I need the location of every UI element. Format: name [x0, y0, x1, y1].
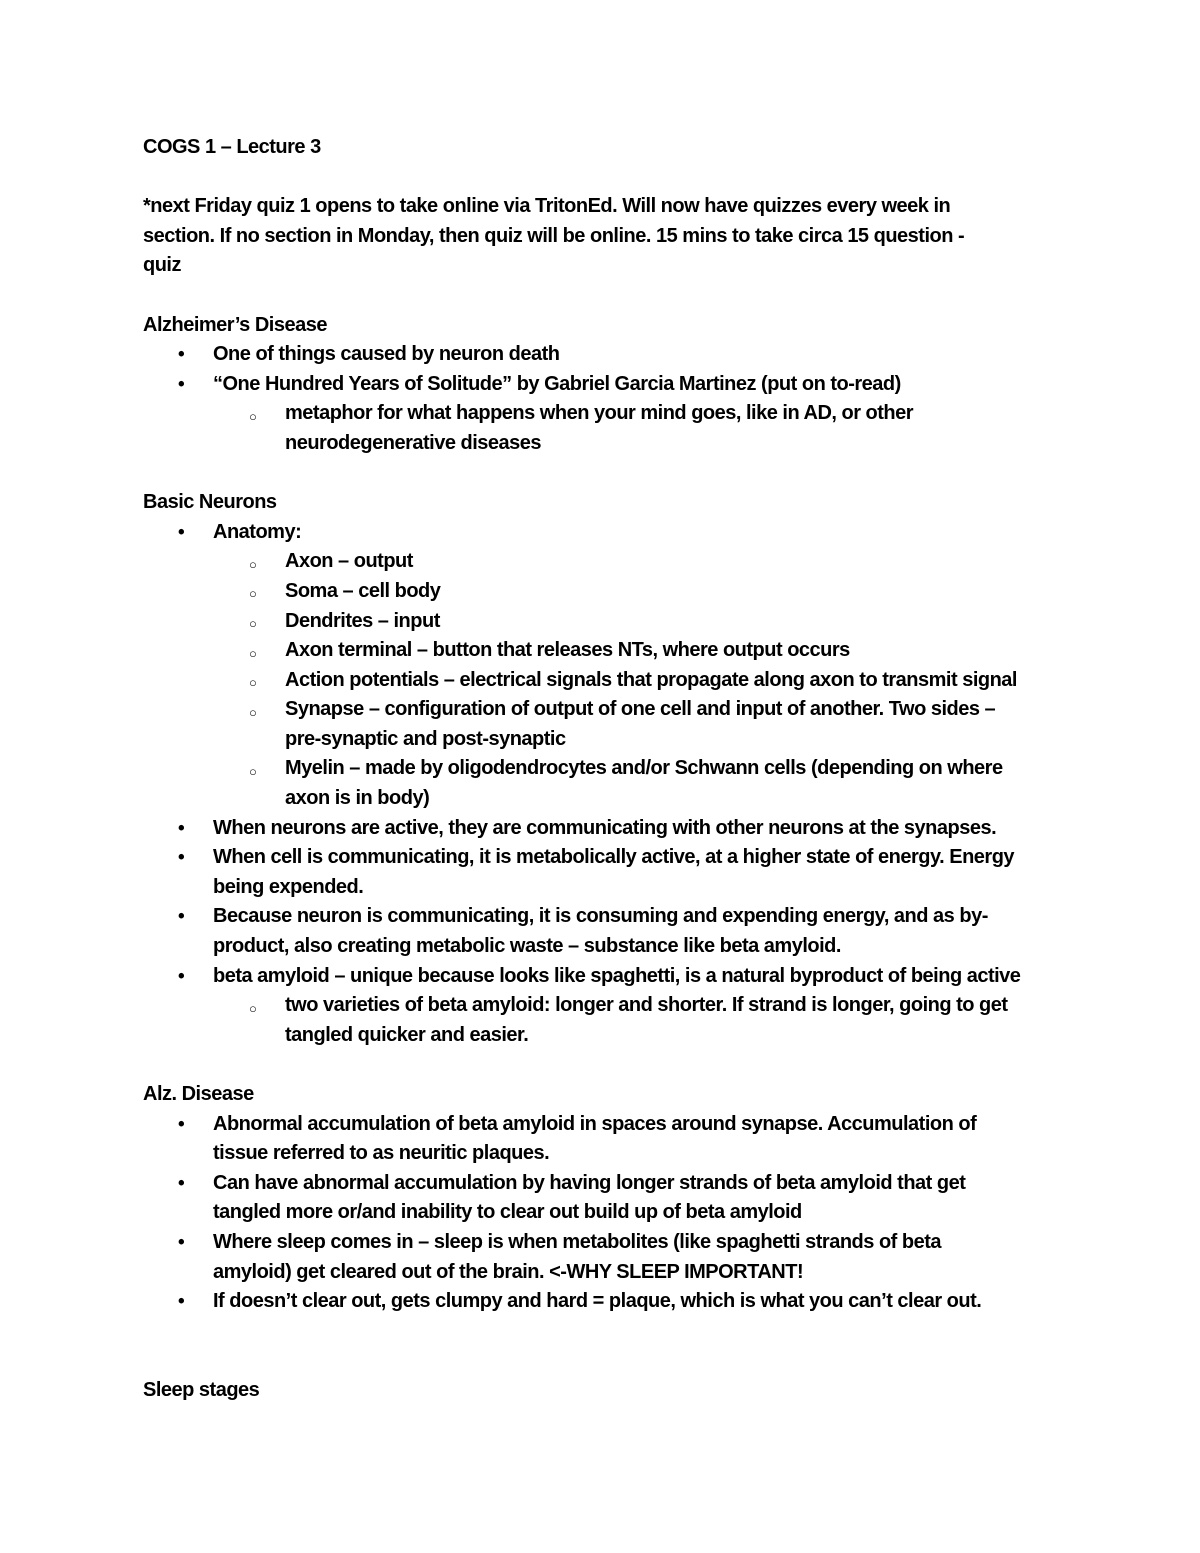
text-run: Synapse – configuration of output of one cell and input of another. Two sides – — [285, 698, 996, 721]
bullet-item — [143, 962, 1145, 992]
open-bullet-icon: ○ — [249, 1000, 257, 1016]
text-run: One of things caused by neuron death — [213, 343, 560, 366]
text-run: tangled more or/and inability to clear out build up of beta amyloid — [213, 1201, 802, 1224]
bullet-icon: • — [178, 344, 185, 366]
text-run: product, also creating metabolic waste – substance like beta amyloid. — [213, 935, 841, 958]
bullet-icon: • — [178, 817, 185, 839]
text-line — [143, 429, 1145, 459]
text-line — [143, 1287, 1145, 1317]
open-bullet-icon: ○ — [249, 675, 257, 691]
sub-bullet-item — [143, 695, 1145, 754]
text-run: two varieties of beta amyloid: longer and shorter. If strand is longer, going to get — [285, 994, 1008, 1017]
text-run: Basic Neurons — [143, 491, 277, 514]
text-run: being expended. — [213, 875, 364, 898]
open-bullet-icon: ○ — [249, 763, 257, 779]
text-line — [143, 873, 1145, 903]
section-heading — [143, 133, 1145, 163]
text-run: Alzheimer’s Disease — [143, 313, 327, 336]
text-run: section. If no section in Monday, then quiz will be online. 15 mins to take circa 15 question - — [143, 224, 965, 247]
bullet-icon: • — [178, 373, 185, 395]
text-line — [143, 488, 1145, 518]
text-run: Where sleep comes in – sleep is when metabolites (like spaghetti strands of beta — [213, 1230, 942, 1253]
text-run: Soma – cell body — [285, 579, 441, 602]
open-bullet-icon: ○ — [249, 586, 257, 602]
text-line — [143, 695, 1145, 725]
text-line — [143, 1080, 1145, 1110]
text-run: Because neuron is communicating, it is consuming and expending energy, and as by- — [213, 905, 988, 928]
text-run: COGS 1 – Lecture 3 — [143, 136, 321, 158]
text-run: Action potentials – electrical signals that propagate along axon to transmit signal — [285, 668, 1017, 691]
bullet-item — [143, 518, 1145, 548]
text-run: Alz. Disease — [143, 1083, 254, 1105]
open-bullet-icon: ○ — [249, 616, 257, 631]
text-run: When cell is communicating, it is metabolically active, at a higher state of energy. Energy — [213, 846, 1015, 869]
bullet-item — [143, 902, 1145, 961]
text-run: Anatomy: — [213, 520, 302, 543]
text-run: Axon – output — [285, 550, 413, 573]
open-bullet-icon: ○ — [249, 645, 257, 661]
text-line — [143, 133, 1145, 163]
text-line — [143, 754, 1145, 784]
sub-bullet-item — [143, 577, 1145, 607]
text-run: If doesn’t clear out, gets clumpy and hard = plaque, which is what you can’t clear out. — [213, 1290, 982, 1313]
section-heading — [143, 1376, 1145, 1406]
section-heading — [143, 1080, 1145, 1110]
sub-bullet-item — [143, 754, 1145, 813]
text-line — [143, 192, 1145, 222]
text-run: When neurons are active, they are communicating with other neurons at the synapses. — [213, 816, 997, 839]
sub-bullet-item — [143, 991, 1145, 1050]
text-line — [143, 1021, 1145, 1051]
text-run: Dendrites – input — [285, 609, 440, 632]
text-run: Abnormal accumulation of beta amyloid in spaces around synapse. Accumulation of — [213, 1112, 977, 1135]
bullet-icon: • — [178, 521, 185, 543]
text-run: metaphor for what happens when your mind goes, like in AD, or other — [285, 402, 914, 425]
bullet-item — [143, 814, 1145, 844]
section-heading — [143, 311, 1145, 341]
text-run: tangled quicker and easier. — [285, 1023, 529, 1046]
text-line — [143, 784, 1145, 814]
text-line — [143, 370, 1145, 400]
sub-bullet-item — [143, 666, 1145, 696]
sub-bullet-item — [143, 547, 1145, 577]
text-line — [143, 340, 1145, 370]
text-line — [143, 311, 1145, 341]
text-line — [143, 1228, 1145, 1258]
bullet-icon: • — [178, 1231, 185, 1253]
section-heading — [143, 488, 1145, 518]
text-line — [143, 666, 1145, 696]
text-line — [143, 1198, 1145, 1228]
text-run: beta amyloid – unique because looks like spaghetti, is a natural byproduct of being active — [213, 964, 1021, 987]
text-line — [143, 1139, 1145, 1169]
text-run: neurodegenerative diseases — [285, 431, 542, 454]
text-run: tissue referred to as neuritic plaques. — [213, 1142, 550, 1165]
text-line — [143, 991, 1145, 1021]
sub-bullet-item — [143, 399, 1145, 458]
text-line — [143, 814, 1145, 844]
text-run: Sleep stages — [143, 1378, 260, 1401]
text-line — [143, 1110, 1145, 1140]
sub-bullet-item — [143, 636, 1145, 666]
paragraph — [143, 192, 1145, 281]
text-run: quiz — [143, 254, 181, 277]
bullet-icon: • — [178, 1113, 185, 1135]
text-line — [143, 932, 1145, 962]
text-run: “One Hundred Years of Solitude” by Gabriel Garcia Martinez (put on to-read) — [213, 372, 901, 395]
open-bullet-icon: ○ — [249, 556, 257, 572]
text-run: Axon terminal – button that releases NTs, where output occurs — [285, 639, 850, 662]
bullet-icon: • — [178, 1291, 185, 1313]
bullet-item — [143, 1110, 1145, 1169]
bullet-item — [143, 1169, 1145, 1228]
text-line — [143, 843, 1145, 873]
text-line — [143, 725, 1145, 755]
text-run: axon is in body) — [285, 787, 430, 810]
bullet-icon: • — [178, 847, 185, 869]
text-run: amyloid) get cleared out of the brain. <-WHY SLEEP IMPORTANT! — [213, 1260, 804, 1283]
text-line — [143, 902, 1145, 932]
sub-bullet-item — [143, 607, 1145, 637]
bullet-item — [143, 1287, 1145, 1317]
text-line — [143, 1376, 1145, 1406]
bullet-icon: • — [178, 965, 185, 987]
text-run: pre-synaptic and post-synaptic — [285, 727, 566, 750]
text-line — [143, 399, 1145, 429]
text-run: Can have abnormal accumulation by having longer strands of beta amyloid that get — [213, 1171, 966, 1194]
text-line — [143, 222, 1145, 252]
text-run: Myelin – made by oligodendrocytes and/or Schwann cells (depending on where — [285, 757, 1003, 780]
open-bullet-icon: ○ — [249, 408, 257, 424]
text-line — [143, 636, 1145, 666]
text-run: *next Friday quiz 1 opens to take online via TritonEd. Will now have quizzes every week in — [143, 195, 951, 218]
open-bullet-icon: ○ — [249, 704, 257, 720]
text-line — [143, 577, 1145, 607]
text-line — [143, 962, 1145, 992]
text-line — [143, 518, 1145, 548]
bullet-item — [143, 370, 1145, 400]
bullet-icon: • — [178, 906, 185, 928]
text-line — [143, 1258, 1145, 1288]
text-line — [143, 251, 1145, 281]
bullet-icon: • — [178, 1172, 185, 1194]
text-line — [143, 547, 1145, 577]
text-line — [143, 607, 1145, 637]
bullet-item — [143, 1228, 1145, 1287]
text-line — [143, 1169, 1145, 1199]
bullet-item — [143, 340, 1145, 370]
bullet-item — [143, 843, 1145, 902]
